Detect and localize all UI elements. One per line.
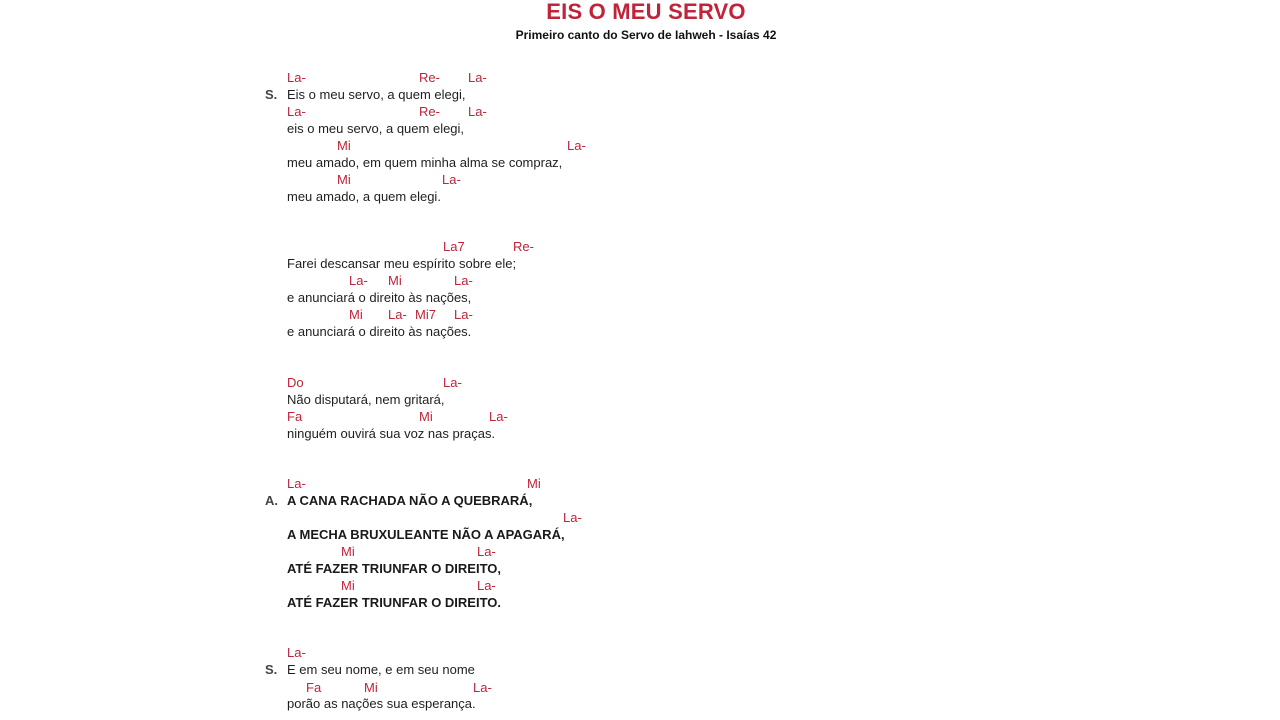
lyric-line: ninguém ouvirá sua voz nas praças.: [287, 426, 496, 441]
lyric-line: E em seu nome, e em seu nome: [287, 662, 475, 677]
chord: La-: [468, 70, 487, 85]
lyric-line: e anunciará o direito às nações.: [287, 324, 472, 339]
lyric-line: A CANA RACHADA NÃO A QUEBRARÁ,: [287, 493, 533, 508]
lyric-line: Farei descansar meu espírito sobre ele;: [287, 256, 517, 271]
chord: Mi: [388, 273, 402, 288]
chord: Re-: [513, 239, 534, 254]
lyric-line: A MECHA BRUXULEANTE NÃO A APAGARÁ,: [287, 527, 565, 542]
chord: Mi: [364, 680, 378, 695]
chord: La-: [287, 104, 306, 119]
chord: La-: [468, 104, 487, 119]
song-subtitle: Primeiro canto do Servo de Iahweh - Isaías 42: [515, 28, 777, 42]
chord: La-: [287, 645, 306, 660]
chord: La-: [287, 476, 306, 491]
chord: Mi: [527, 476, 541, 491]
lyric-line: porão as nações sua esperança.: [287, 696, 476, 711]
chord: Mi7: [415, 307, 436, 322]
chord: La-: [287, 70, 306, 85]
chord: Mi: [341, 544, 355, 559]
chord: Fa: [287, 409, 303, 424]
chord: La-: [477, 544, 496, 559]
lyric-line: eis o meu servo, a quem elegi,: [287, 121, 465, 136]
chord: La-: [473, 680, 492, 695]
chord: Mi: [341, 578, 355, 593]
chord: Mi: [337, 138, 351, 153]
lyric-line: Não disputará, nem gritará,: [287, 392, 445, 407]
lyric-line: e anunciará o direito às nações,: [287, 290, 472, 305]
chord: La-: [489, 409, 508, 424]
chord: La7: [443, 239, 465, 254]
voice-marker: S.: [265, 662, 278, 677]
lyric-line: ATÉ FAZER TRIUNFAR O DIREITO.: [287, 595, 502, 610]
chord: La-: [563, 510, 582, 525]
song-title: EIS O MEU SERVO: [546, 0, 746, 24]
chord: Fa: [306, 680, 322, 695]
lyric-line: ATÉ FAZER TRIUNFAR O DIREITO,: [287, 561, 502, 576]
lyric-line: Eis o meu servo, a quem elegi,: [287, 87, 466, 102]
chord: La-: [443, 375, 462, 390]
chord: Mi: [419, 409, 433, 424]
voice-marker: S.: [265, 87, 278, 102]
chord: Re-: [419, 70, 440, 85]
chord: Do: [287, 375, 304, 390]
chord: La-: [454, 307, 473, 322]
chord: Re-: [419, 104, 440, 119]
chord: La-: [454, 273, 473, 288]
chord: La-: [388, 307, 407, 322]
chord: Mi: [337, 172, 351, 187]
chord: La-: [349, 273, 368, 288]
lyric-line: meu amado, em quem minha alma se compraz,: [287, 155, 563, 170]
chord: La-: [567, 138, 586, 153]
chord: La-: [442, 172, 461, 187]
voice-marker: A.: [265, 493, 278, 508]
chord: La-: [477, 578, 496, 593]
chord: Mi: [349, 307, 363, 322]
lyric-line: meu amado, a quem elegi.: [287, 189, 441, 204]
